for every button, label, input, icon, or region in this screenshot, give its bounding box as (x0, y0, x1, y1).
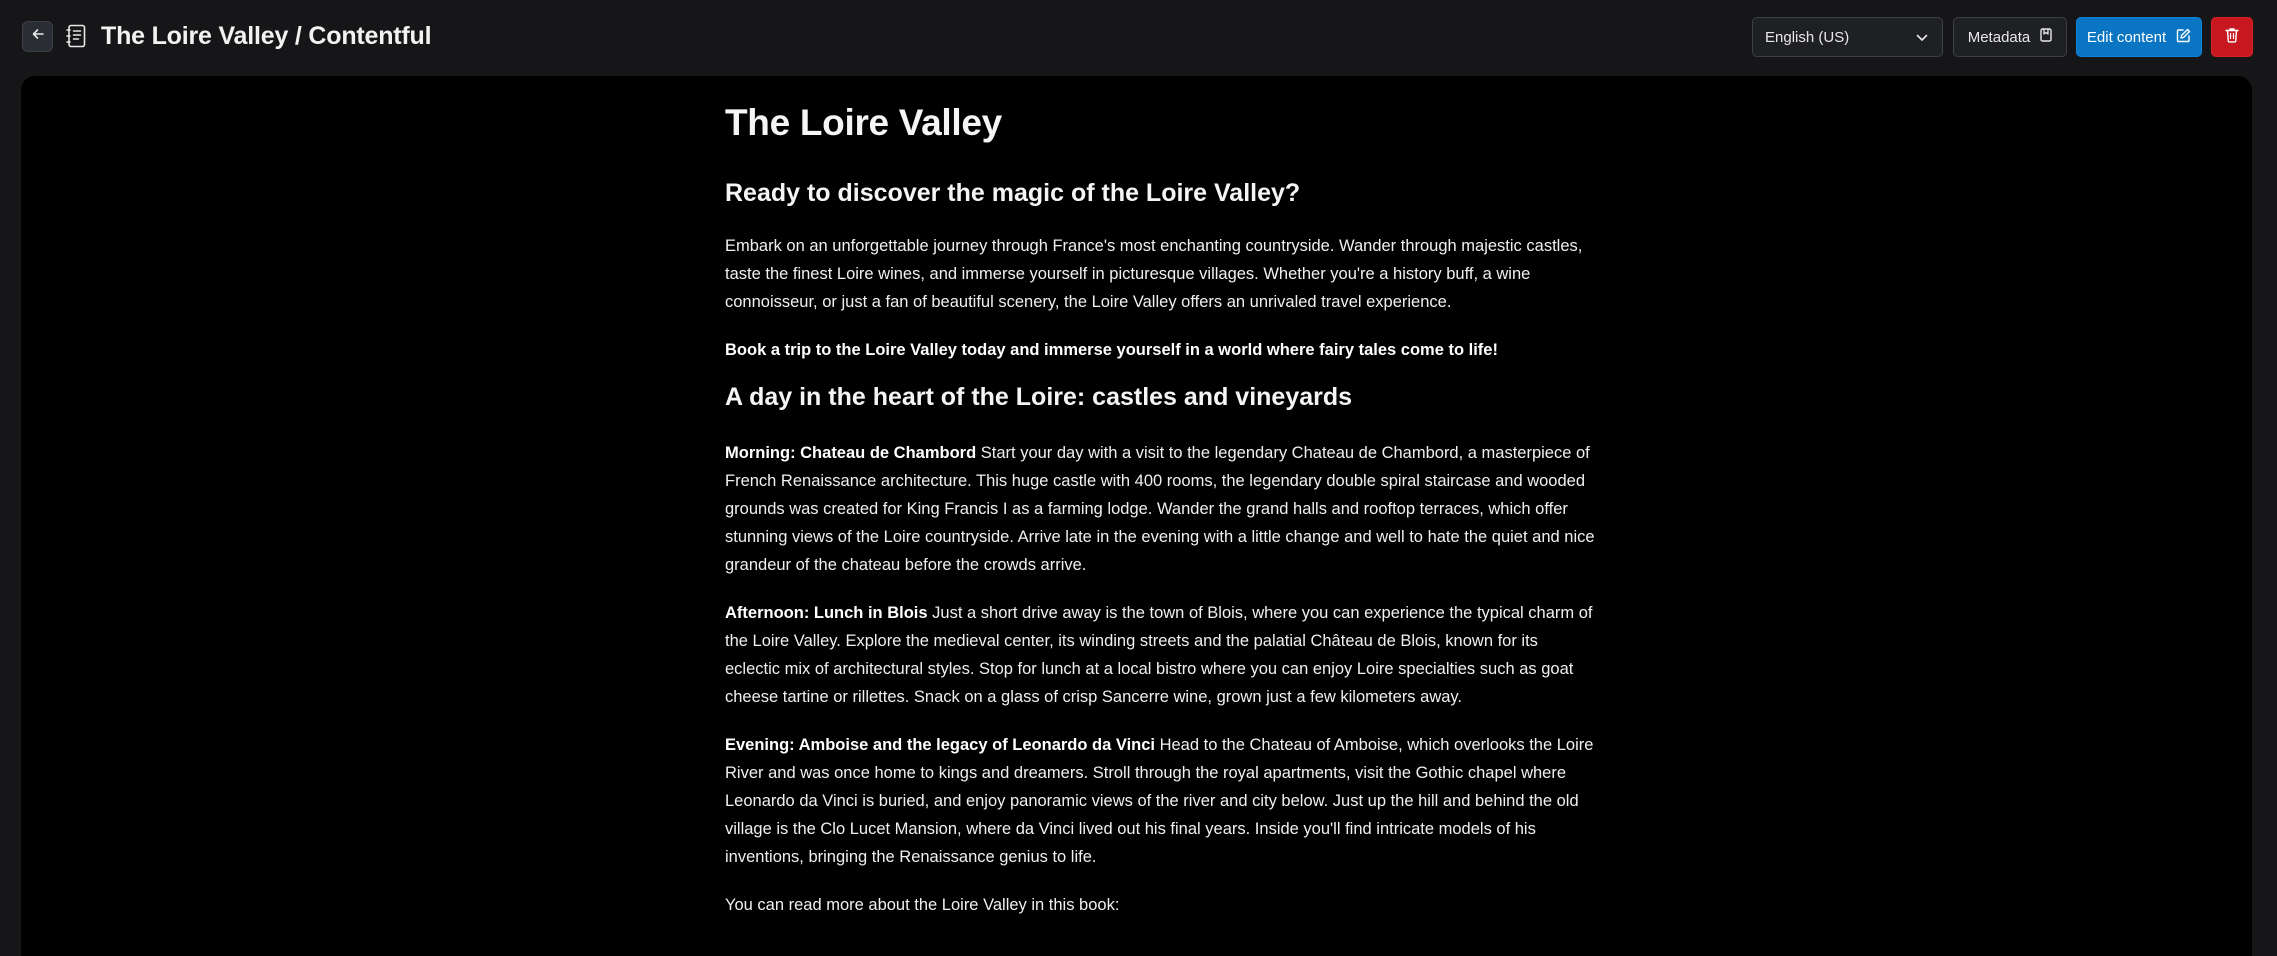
evening-title: Evening: Amboise and the legacy of Leonardo da Vinci (725, 736, 1155, 754)
morning-title: Morning: Chateau de Chambord (725, 444, 977, 462)
edit-icon (2176, 28, 2191, 47)
article-cta-text: Book a trip to the Loire Valley today and immerse yourself in a world where fairy tales come to life! (725, 341, 1498, 359)
locale-select-value: English (US) (1765, 28, 1850, 46)
edit-content-button-label: Edit content (2086, 28, 2167, 46)
locale-select[interactable] (1752, 17, 1943, 57)
evening-text: Head to the Chateau of Amboise, which overlooks the Loire River and was once home to kings and dreamers. Stroll through the royal apartments, visit the Gothic chapel where Leonardo da Vinci is buried, and enjoy panoramic views of the river and city below. Just up the hill and behind the old village is the Clo Lucet Mansion, where da Vinci lived out his final years. Inside you'll find intricate models of his inventions, bringing the Renaissance genius to life. (725, 736, 1594, 866)
morning-text: Start your day with a visit to the legendary Chateau de Chambord, a masterpiece of French Renaissance architecture. This huge castle with 400 rooms, the legendary double spiral staircase and wooded grounds was created for King Francis I as a farming lodge. Wander the grand halls and rooftop terraces, which offer stunning views of the Loire countryside. Arrive late in the evening with a little change and well to hate the quiet and nice grandeur of the chateau before the crowds arrive. (725, 444, 1595, 574)
article-evening (725, 731, 1595, 871)
article-morning (725, 439, 1595, 579)
back-button[interactable] (22, 21, 53, 52)
article-intro: Embark on an unforgettable journey through France's most enchanting countryside. Wander through majestic castles, taste the finest Loire wines, and immerse yourself in picturesque villages. Whether you're a history buff, a wine connoisseur, or just a fan of beautiful scenery, the Loire Valley offers an unrivaled travel experience. (725, 237, 1583, 311)
chevron-down-icon (1916, 29, 1928, 46)
afternoon-title: Afternoon: Lunch in Blois (725, 604, 928, 622)
page-title: The Loire Valley / Contentful (101, 22, 432, 50)
afternoon-text: Just a short drive away is the town of Blois, where you can experience the typical charm of the Loire Valley. Explore the medieval center, its winding streets and the palatial Château de Blois, known for its eclectic mix of architectural styles. Stop for lunch at a local bistro where you can enjoy Loire specialties such as goat cheese tartine or rillettes. Snack on a glass of crisp Sancerre wine, grown just a few kilometers away. (725, 604, 1593, 706)
article-title: The Loire Valley (725, 102, 1002, 143)
content-preview-panel[interactable] (21, 76, 2252, 956)
document-icon (64, 23, 88, 49)
article-cta (725, 336, 1595, 364)
metadata-button[interactable] (1953, 17, 2067, 57)
trash-icon (2225, 27, 2239, 48)
bookmark-icon (2040, 28, 2052, 46)
delete-button[interactable] (2211, 17, 2253, 57)
edit-content-button[interactable] (2076, 17, 2202, 57)
arrow-left-icon (31, 27, 45, 46)
top-bar (0, 0, 2277, 76)
article-heading-discover: Ready to discover the magic of the Loire Valley? (725, 179, 1301, 207)
article-afternoon (725, 599, 1595, 711)
article-book-line: You can read more about the Loire Valley in this book: (725, 896, 1120, 914)
article-heading-day: A day in the heart of the Loire: castles and vineyards (725, 383, 1353, 411)
metadata-button-label: Metadata (1967, 28, 2031, 46)
